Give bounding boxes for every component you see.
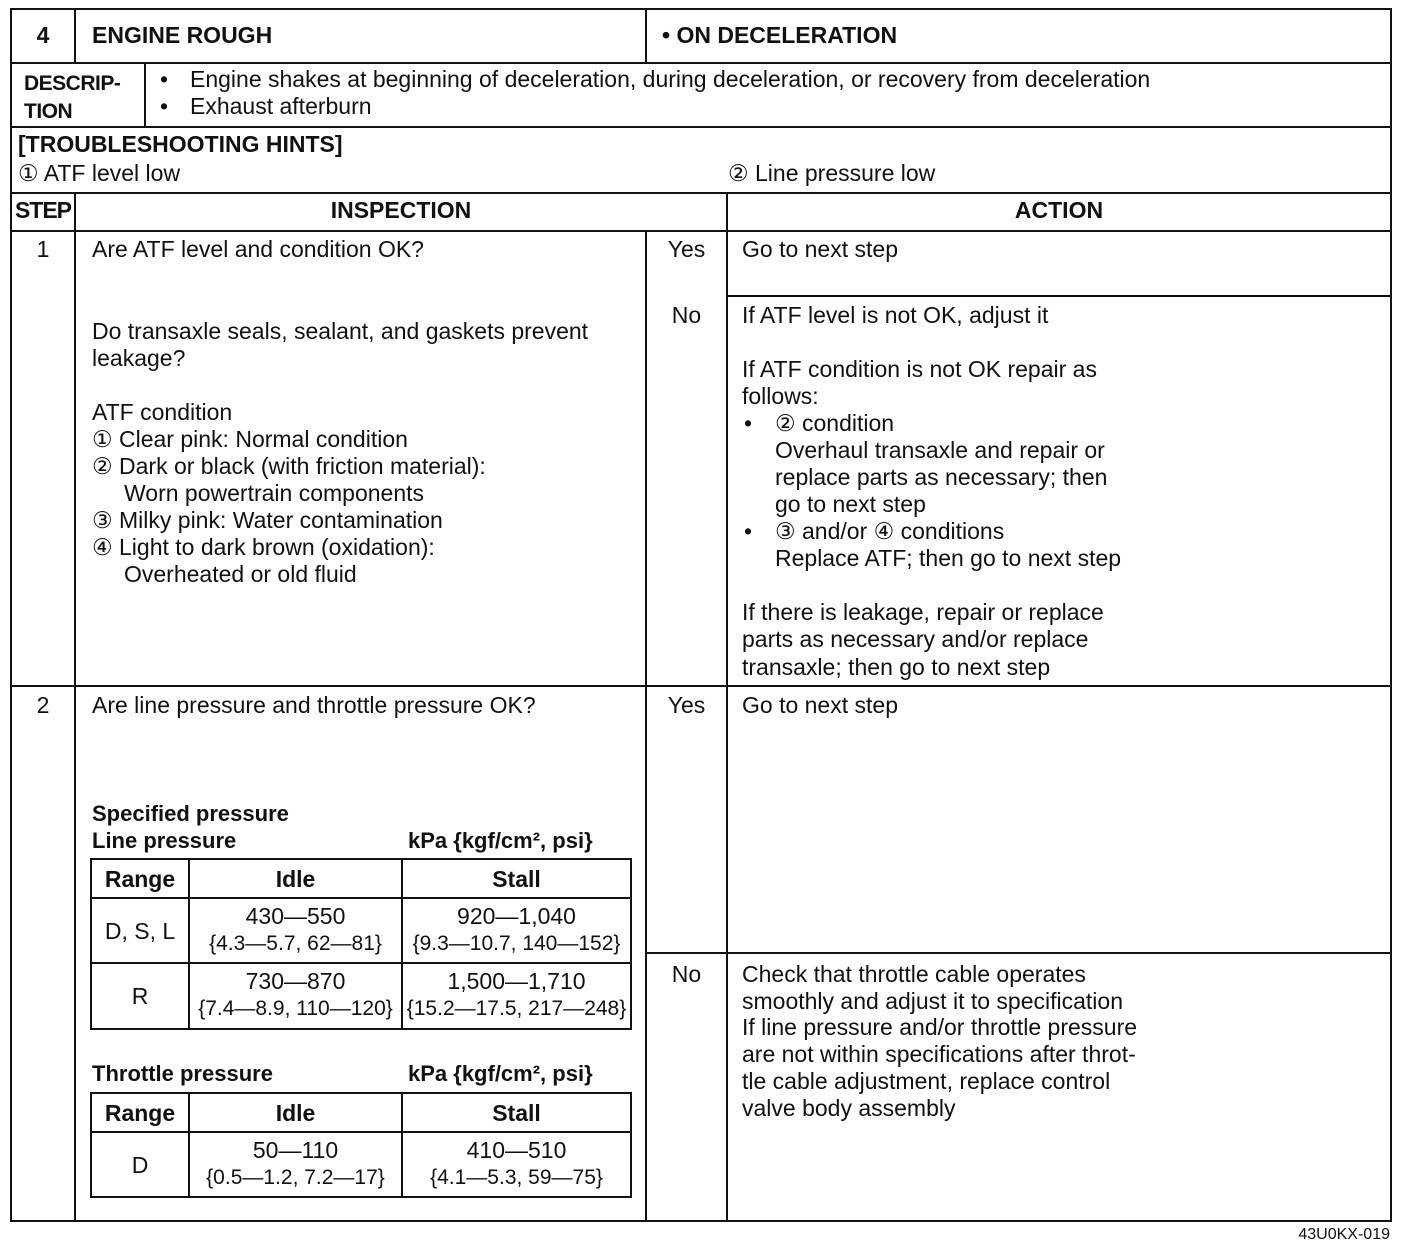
step-2-question: Are line pressure and throttle pressure OK?	[92, 692, 536, 718]
step-1-seals-line2: leakage?	[92, 345, 186, 371]
step-1-no-repair-line2: follows:	[742, 383, 819, 409]
step-1-condition-3: ③ Milky pink: Water contamination	[92, 507, 443, 533]
step-1-no-leak-line3: transaxle; then go to next step	[742, 654, 1051, 680]
line-pressure-title: Line pressure	[92, 828, 237, 853]
troubleshooting-sheet	[10, 8, 1392, 1222]
rule-step-column	[74, 192, 76, 1220]
line-row-2-stall-alt: {15.2—17.5, 217—248}	[406, 996, 627, 1020]
step-1-no-adjust: If ATF level is not OK, adjust it	[742, 302, 1049, 328]
rule-description	[12, 126, 1390, 128]
line-row-2-idle-alt: {7.4—8.9, 110—120}	[198, 996, 393, 1020]
step-1-question: Are ATF level and condition OK?	[92, 236, 424, 262]
step-2-no-action-line2: smoothly and adjust it to specification	[742, 988, 1123, 1014]
step-2-number: 2	[36, 692, 50, 718]
header-title: ENGINE ROUGH	[92, 22, 273, 48]
step-1-no-bullet-1: •	[744, 410, 753, 436]
hint-item-1: ① ATF level low	[18, 160, 181, 186]
description-item-2: Exhaust afterburn	[190, 93, 372, 119]
step-1-condition-4-detail: Overheated or old fluid	[124, 561, 357, 587]
step-1-no-bullet-1-head: ② condition	[775, 410, 895, 436]
throttle-row-1-idle-kpa: 50—110	[252, 1136, 339, 1163]
step-1-yes-action: Go to next step	[742, 236, 898, 262]
rule-step1-yes	[726, 295, 1390, 297]
line-row-2-idle-kpa: 730—870	[245, 967, 346, 994]
line-row-1-idle-kpa: 430—550	[245, 902, 346, 929]
step-1-number: 1	[36, 236, 50, 262]
rule-description-label	[144, 62, 146, 126]
column-step: STEP	[14, 197, 72, 223]
line-table-header-idle: Idle	[275, 865, 316, 892]
line-row-1-stall-alt: {9.3—10.7, 140—152}	[412, 931, 621, 955]
description-item-1: Engine shakes at beginning of deceleration, during deceleration, or recovery from deceleration	[190, 66, 1151, 92]
throttle-row-1-stall-kpa: 410—510	[466, 1136, 567, 1163]
step-2-no-action-line6: valve body assembly	[742, 1095, 956, 1121]
step-1-condition-2: ② Dark or black (with friction material):	[92, 453, 486, 479]
description-bullet-2: •	[160, 93, 169, 119]
column-action: ACTION	[1014, 197, 1104, 223]
step-2-no-action-line4: are not within specifications after throt-	[742, 1041, 1136, 1067]
description-label-line2: TION	[24, 100, 73, 123]
rule-step-divider	[12, 685, 1390, 687]
step-1-no-bullet-2-line1: Replace ATF; then go to next step	[775, 545, 1122, 571]
step-2-no-label: No	[671, 961, 702, 987]
step-2-yes-label: Yes	[667, 692, 706, 718]
step-2-no-action-line5: tle cable adjustment, replace control	[742, 1068, 1111, 1094]
step-1-condition-4: ④ Light to dark brown (oxidation):	[92, 534, 435, 560]
line-table-header-stall: Stall	[492, 865, 541, 892]
line-row-2-stall-kpa: 1,500—1,710	[447, 967, 586, 994]
throttle-table-header-range: Range	[104, 1099, 176, 1126]
rule-header-number	[74, 10, 76, 62]
line-pressure-table	[90, 858, 632, 1030]
step-1-no-bullet-2: •	[744, 518, 753, 544]
step-1-no-bullet-1-line2: replace parts as necessary; then	[775, 464, 1108, 490]
throttle-pressure-title: Throttle pressure	[92, 1061, 273, 1086]
step-1-no-label: No	[671, 302, 702, 328]
throttle-pressure-unit: kPa {kgf/cm², psi}	[408, 1061, 593, 1086]
description-label-line1: DESCRIP-	[24, 72, 121, 95]
line-row-1-range: D, S, L	[104, 917, 176, 944]
step-1-no-leak-line2: parts as necessary and/or replace	[742, 626, 1089, 652]
line-row-1-stall-kpa: 920—1,040	[457, 902, 576, 929]
spec-heading: Specified pressure	[92, 801, 289, 826]
throttle-table-header-idle: Idle	[275, 1099, 316, 1126]
hint-item-2: ② Line pressure low	[728, 160, 936, 186]
column-inspection: INSPECTION	[330, 197, 472, 223]
step-1-condition-1: ① Clear pink: Normal condition	[92, 426, 408, 452]
throttle-pressure-table	[90, 1092, 632, 1198]
throttle-row-1-stall-alt: {4.1—5.3, 59—75}	[430, 1165, 603, 1189]
rule-hints	[12, 192, 1390, 194]
hints-heading: [TROUBLESHOOTING HINTS]	[18, 131, 343, 157]
step-2-no-action-line3: If line pressure and/or throttle pressure	[742, 1014, 1138, 1040]
line-row-1-idle-alt: {4.3—5.7, 62—81}	[209, 931, 382, 955]
header-condition: • ON DECELERATION	[662, 22, 898, 48]
step-1-seals-line1: Do transaxle seals, sealant, and gaskets prevent	[92, 318, 589, 344]
rule-action-column	[726, 192, 728, 1220]
step-1-no-bullet-1-line3: go to next step	[775, 491, 926, 517]
step-1-condition-2-detail: Worn powertrain components	[124, 480, 424, 506]
step-1-no-repair-line1: If ATF condition is not OK repair as	[742, 356, 1097, 382]
line-row-2-range: R	[131, 983, 149, 1009]
line-table-header-range: Range	[104, 865, 176, 892]
step-2-no-action-line1: Check that throttle cable operates	[742, 961, 1086, 987]
figure-code: 43U0KX-019	[1298, 1226, 1390, 1243]
throttle-row-1-idle-alt: {0.5—1.2, 7.2—17}	[206, 1165, 385, 1189]
step-1-no-leak-line1: If there is leakage, repair or replace	[742, 599, 1104, 625]
rule-header-condition	[645, 10, 647, 62]
step-1-no-bullet-2-head: ③ and/or ④ conditions	[775, 518, 1005, 544]
rule-step2-yes	[645, 952, 1390, 954]
description-bullet-1: •	[160, 66, 169, 92]
rule-columns	[12, 230, 1390, 232]
rule-header	[12, 62, 1390, 64]
throttle-table-header-stall: Stall	[492, 1099, 541, 1126]
step-1-yes-label: Yes	[667, 236, 706, 262]
header-number: 4	[36, 22, 50, 48]
step-1-atf-heading: ATF condition	[92, 399, 233, 425]
step-2-yes-action: Go to next step	[742, 692, 898, 718]
throttle-row-1-range: D	[131, 1151, 149, 1178]
step-1-no-bullet-1-line1: Overhaul transaxle and repair or	[775, 437, 1105, 463]
rule-yesno-column	[645, 230, 647, 1220]
line-pressure-unit: kPa {kgf/cm², psi}	[408, 828, 593, 853]
